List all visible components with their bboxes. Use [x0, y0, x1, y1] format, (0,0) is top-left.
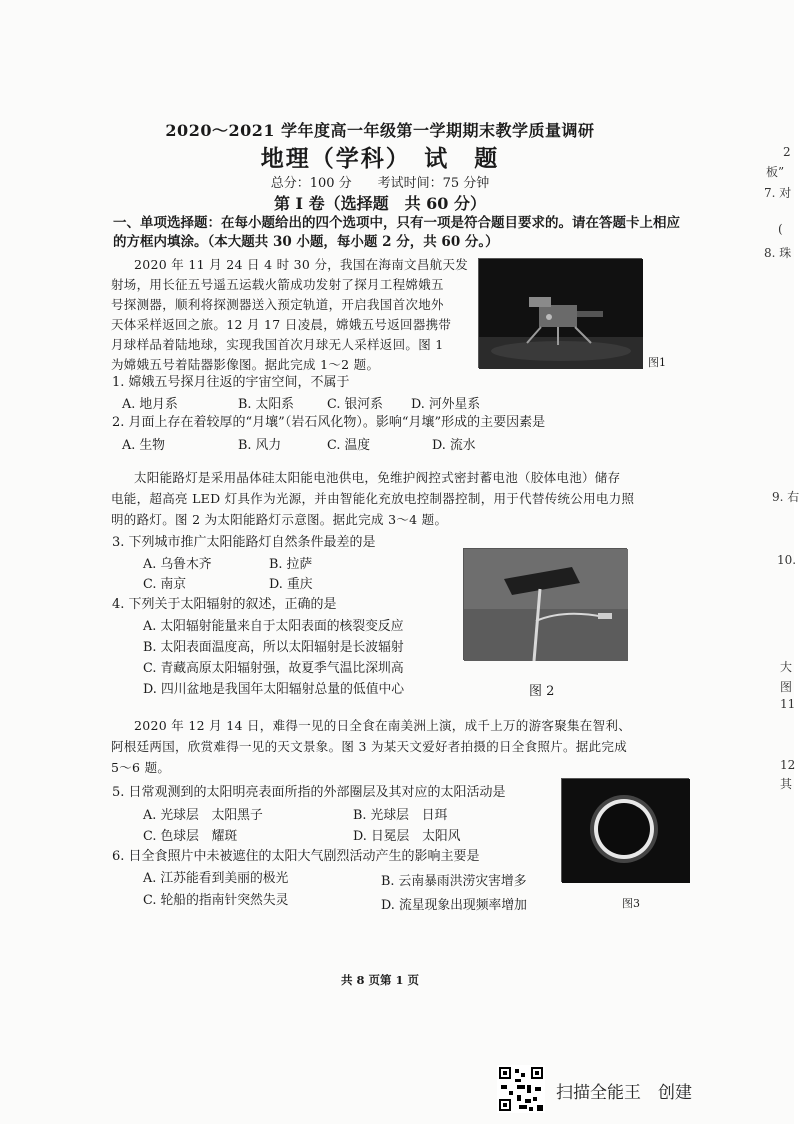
question-2-option-b: B. 风力: [238, 438, 282, 453]
figure2-solar-streetlight-photo: [463, 548, 627, 660]
question-4-option-c: C. 青藏高原太阳辐射强，故夏季气温比深圳高: [143, 661, 404, 676]
edge-fragment: 其: [780, 777, 793, 791]
scanner-watermark: 扫描全能王 创建: [556, 1083, 692, 1103]
passage1-line: 号探测器，顺利将探测器送入预定轨道，开启我国首次地外: [111, 297, 444, 312]
question-4-stem: 4. 下列关于太阳辐射的叙述，正确的是: [112, 597, 337, 612]
passage3-line: 5～6 题。: [111, 760, 171, 775]
passage3-line: 2020 年 12 月 14 日，难得一见的日全食在南美洲上演，成千上万的游客聚集在智利、: [134, 718, 631, 733]
edge-fragment: 大: [780, 660, 793, 674]
edge-fragment: 2: [783, 145, 791, 159]
edge-fragment: (: [778, 222, 783, 236]
question-6-option-d: D. 流星现象出现频率增加: [381, 898, 527, 913]
question-4-option-d: D. 四川盆地是我国年太阳辐射总量的低值中心: [143, 682, 405, 697]
question-3-stem: 3. 下列城市推广太阳能路灯自然条件最差的是: [112, 535, 376, 550]
passage1-line: 射场，用长征五号遥五运载火箭成功发射了探月工程嫦娥五: [111, 277, 444, 292]
question-1-option-d: D. 河外星系: [411, 397, 481, 412]
passage1-line: 2020 年 11 月 24 日 4 时 30 分，我国在海南文昌航天发: [134, 257, 469, 272]
figure3-caption: 图3: [622, 897, 640, 910]
figure2-caption: 图 2: [529, 684, 555, 699]
question-4-option-a: A. 太阳辐射能量来自于太阳表面的核裂变反应: [143, 619, 404, 634]
question-3-option-d: D. 重庆: [269, 577, 313, 592]
figure3-solar-eclipse-photo: [561, 778, 689, 882]
question-6-stem: 6. 日全食照片中未被遮住的太阳大气剧烈活动产生的影响主要是: [112, 849, 480, 864]
question-6-option-c: C. 轮船的指南针突然失灵: [143, 893, 289, 908]
edge-fragment: 10.: [777, 553, 797, 567]
question-1-option-c: C. 银河系: [327, 397, 383, 412]
question-2-stem: 2. 月面上存在着较厚的“月壤”（岩石风化物）。影响“月壤”形成的主要因素是: [112, 415, 546, 430]
passage2-line: 太阳能路灯是采用晶体硅太阳能电池供电，免维护阀控式密封蓄电池（胶体电池）储存: [134, 470, 621, 485]
passage2-line: 电能，超高亮 LED 灯具作为光源，并由智能化充放电控制器控制，用于代替传统公用电力照: [111, 491, 635, 506]
question-5-option-d: D. 日冕层 太阳风: [353, 829, 461, 844]
question-5-stem: 5. 日常观测到的太阳明亮表面所指的外部圈层及其对应的太阳活动是: [112, 785, 506, 800]
question-1-stem: 1. 嫦娥五号探月往返的宇宙空间，不属于: [112, 375, 350, 390]
question-4-option-b: B. 太阳表面温度高，所以太阳辐射是长波辐射: [143, 640, 404, 655]
question-3-option-c: C. 南京: [143, 577, 187, 592]
qr-code-icon: [497, 1065, 545, 1113]
question-3-option-a: A. 乌鲁木齐: [143, 557, 212, 572]
question-5-option-c: C. 色球层 耀斑: [143, 829, 238, 844]
question-1-option-b: B. 太阳系: [238, 397, 294, 412]
figure1-caption: 图1: [648, 356, 666, 369]
exam-title: 2020～2021 学年度高一年级第一学期期末教学质量调研: [165, 121, 595, 140]
edge-fragment: 9. 右: [772, 490, 799, 504]
subject-title: 地理（学科） 试 题: [260, 145, 500, 172]
edge-fragment: 12: [780, 758, 796, 772]
passage1-line: 天体采样返回之旅。12 月 17 日凌晨，嫦娥五号返回器携带: [111, 317, 452, 332]
section-heading: 第 Ⅰ 卷（选择题 共 60 分）: [273, 194, 487, 213]
edge-fragment: 7. 对: [764, 186, 792, 200]
question-3-option-b: B. 拉萨: [269, 557, 313, 572]
question-1-option-a: A. 地月系: [122, 397, 178, 412]
passage3-line: 阿根廷两国，欣赏难得一见的天文景象。图 3 为某天文爱好者拍摄的日全食照片。据此完成: [111, 739, 628, 754]
question-6-option-b: B. 云南暴雨洪涝灾害增多: [381, 874, 527, 889]
passage1-line: 月球样品着陆地球，实现我国首次月球无人采样返回。图 1: [111, 337, 444, 352]
edge-fragment: 8. 珠: [764, 246, 792, 260]
passage2-line: 明的路灯。图 2 为太阳能路灯示意图。据此完成 3～4 题。: [111, 512, 448, 527]
question-5-option-a: A. 光球层 太阳黑子: [143, 808, 263, 823]
edge-fragment: 图: [780, 680, 793, 694]
exam-meta: 总分：100 分 考试时间：75 分钟: [270, 176, 490, 191]
figure1-lander-photo: [478, 258, 642, 368]
question-2-option-d: D. 流水: [432, 438, 476, 453]
edge-fragment: 11: [780, 697, 796, 711]
instructions: 一、单项选择题：在每小题给出的四个选项中，只有一项是符合题目要求的。请在答题卡上相应的方框内填涂。（本大题共 30 小题，每小题 2 分，共 60 分。）: [113, 215, 680, 250]
question-5-option-b: B. 光球层 日珥: [353, 808, 448, 823]
page-footer: 共 8 页第 1 页: [340, 973, 420, 987]
question-2-option-a: A. 生物: [122, 438, 165, 453]
passage1-line: 为嫦娥五号着陆器影像图。据此完成 1～2 题。: [111, 357, 380, 372]
question-2-option-c: C. 温度: [327, 438, 371, 453]
edge-fragment: 板”: [766, 165, 785, 179]
question-6-option-a: A. 江苏能看到美丽的极光: [143, 871, 289, 886]
